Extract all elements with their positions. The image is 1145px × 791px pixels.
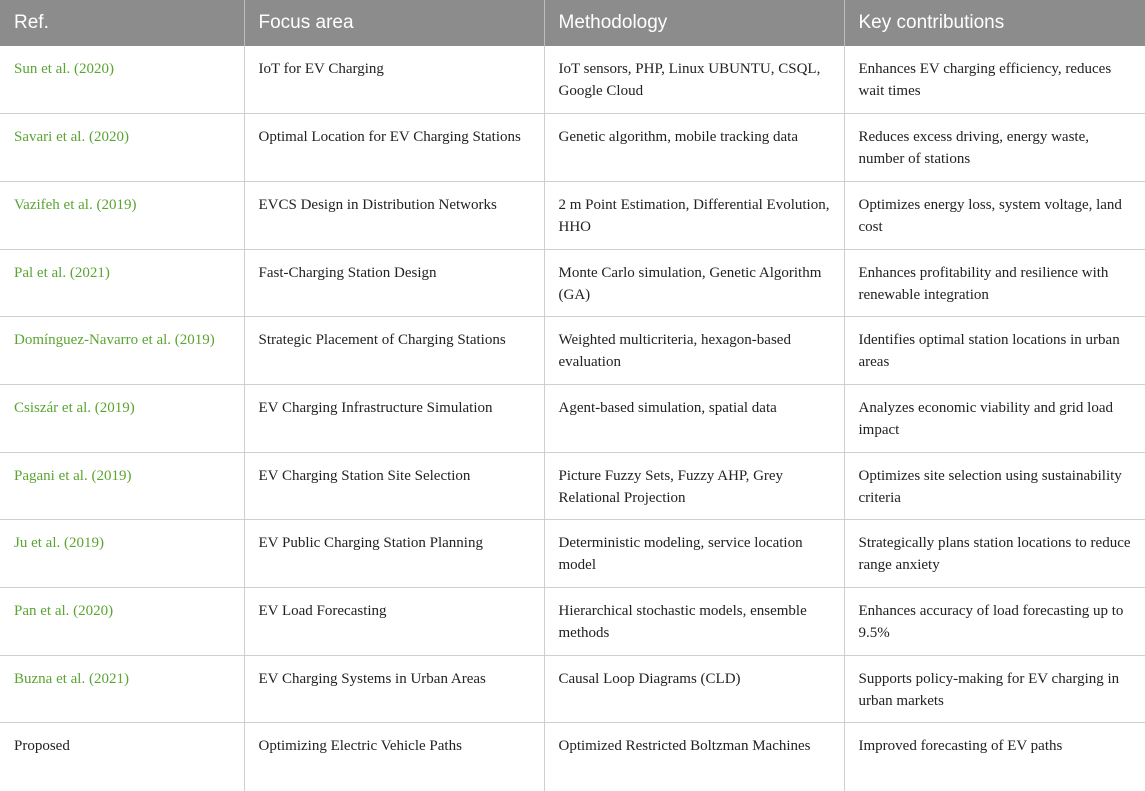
- contribution-cell: Identifies optimal station locations in urban areas: [844, 317, 1145, 385]
- table-row: [0, 655, 1145, 723]
- table-header: [0, 0, 1145, 46]
- focus-area-cell: Fast-Charging Station Design: [244, 249, 544, 317]
- methodology-cell: Optimized Restricted Boltzman Machines: [544, 723, 844, 791]
- ref-link[interactable]: Csiszár et al. (2019): [0, 384, 244, 452]
- methodology-cell: Picture Fuzzy Sets, Fuzzy AHP, Grey Relational Projection: [544, 452, 844, 520]
- methodology-cell: Monte Carlo simulation, Genetic Algorithm (GA): [544, 249, 844, 317]
- focus-area-cell: Optimizing Electric Vehicle Paths: [244, 723, 544, 791]
- contribution-cell: Analyzes economic viability and grid load impact: [844, 384, 1145, 452]
- contribution-cell: Improved forecasting of EV paths: [858, 738, 1063, 755]
- ref-label: Proposed: [0, 723, 244, 791]
- table-body: [0, 46, 1145, 791]
- ref-link[interactable]: Vazifeh et al. (2019): [0, 181, 244, 249]
- table-row: [0, 520, 1145, 588]
- table-row: [0, 114, 1145, 182]
- table-row: [0, 46, 1145, 114]
- contribution-cell: Enhances accuracy of load forecasting up to 9.5%: [844, 588, 1145, 656]
- header-key-contributions: Key contributions: [844, 0, 1145, 46]
- ref-link[interactable]: Pagani et al. (2019): [0, 452, 244, 520]
- header-focus-area: Focus area: [244, 0, 544, 46]
- ref-link[interactable]: Buzna et al. (2021): [0, 655, 244, 723]
- focus-area-cell: EVCS Design in Distribution Networks: [244, 181, 544, 249]
- ref-link[interactable]: Pan et al. (2020): [0, 588, 244, 656]
- header-methodology: Methodology: [544, 0, 844, 46]
- table-row: [0, 317, 1145, 385]
- contribution-cell: Reduces excess driving, energy waste, number of stations: [844, 114, 1145, 182]
- ref-link[interactable]: Pal et al. (2021): [0, 249, 244, 317]
- focus-area-cell: EV Public Charging Station Planning: [244, 520, 544, 588]
- focus-area-cell: EV Charging Infrastructure Simulation: [244, 384, 544, 452]
- methodology-cell: Causal Loop Diagrams (CLD): [544, 655, 844, 723]
- focus-area-cell: EV Load Forecasting: [244, 588, 544, 656]
- contribution-cell: Optimizes site selection using sustainability criteria: [844, 452, 1145, 520]
- methodology-cell: Agent-based simulation, spatial data: [544, 384, 844, 452]
- table-row: [0, 452, 1145, 520]
- table-row: [0, 249, 1145, 317]
- contribution-cell: Enhances profitability and resilience with renewable integration: [844, 249, 1145, 317]
- focus-area-cell: EV Charging Station Site Selection: [244, 452, 544, 520]
- focus-area-cell: Optimal Location for EV Charging Stations: [244, 114, 544, 182]
- header-row: [0, 0, 1145, 46]
- table-row: [0, 588, 1145, 656]
- table-row: [0, 384, 1145, 452]
- contribution-cell: Enhances EV charging efficiency, reduces wait times: [844, 46, 1145, 114]
- methodology-cell: Genetic algorithm, mobile tracking data: [544, 114, 844, 182]
- ref-link[interactable]: Sun et al. (2020): [0, 46, 244, 114]
- ref-link[interactable]: Ju et al. (2019): [0, 520, 244, 588]
- methodology-cell: Hierarchical stochastic models, ensemble methods: [544, 588, 844, 656]
- table-row: [0, 181, 1145, 249]
- methodology-cell: IoT sensors, PHP, Linux UBUNTU, CSQL, Google Cloud: [544, 46, 844, 114]
- methodology-cell: 2 m Point Estimation, Differential Evolution, HHO: [544, 181, 844, 249]
- methodology-cell: Deterministic modeling, service location model: [544, 520, 844, 588]
- focus-area-cell: Strategic Placement of Charging Stations: [244, 317, 544, 385]
- table-row: [0, 723, 1145, 791]
- ref-link[interactable]: Domínguez-Navarro et al. (2019): [0, 317, 244, 385]
- focus-area-cell: EV Charging Systems in Urban Areas: [244, 655, 544, 723]
- ref-link[interactable]: Savari et al. (2020): [0, 114, 244, 182]
- header-ref: Ref.: [0, 0, 244, 46]
- methodology-cell: Weighted multicriteria, hexagon-based evaluation: [544, 317, 844, 385]
- focus-area-cell: IoT for EV Charging: [244, 46, 544, 114]
- contribution-cell: Optimizes energy loss, system voltage, land cost: [844, 181, 1145, 249]
- contribution-cell: Strategically plans station locations to reduce range anxiety: [844, 520, 1145, 588]
- contribution-cell: Supports policy-making for EV charging in urban markets: [844, 655, 1145, 723]
